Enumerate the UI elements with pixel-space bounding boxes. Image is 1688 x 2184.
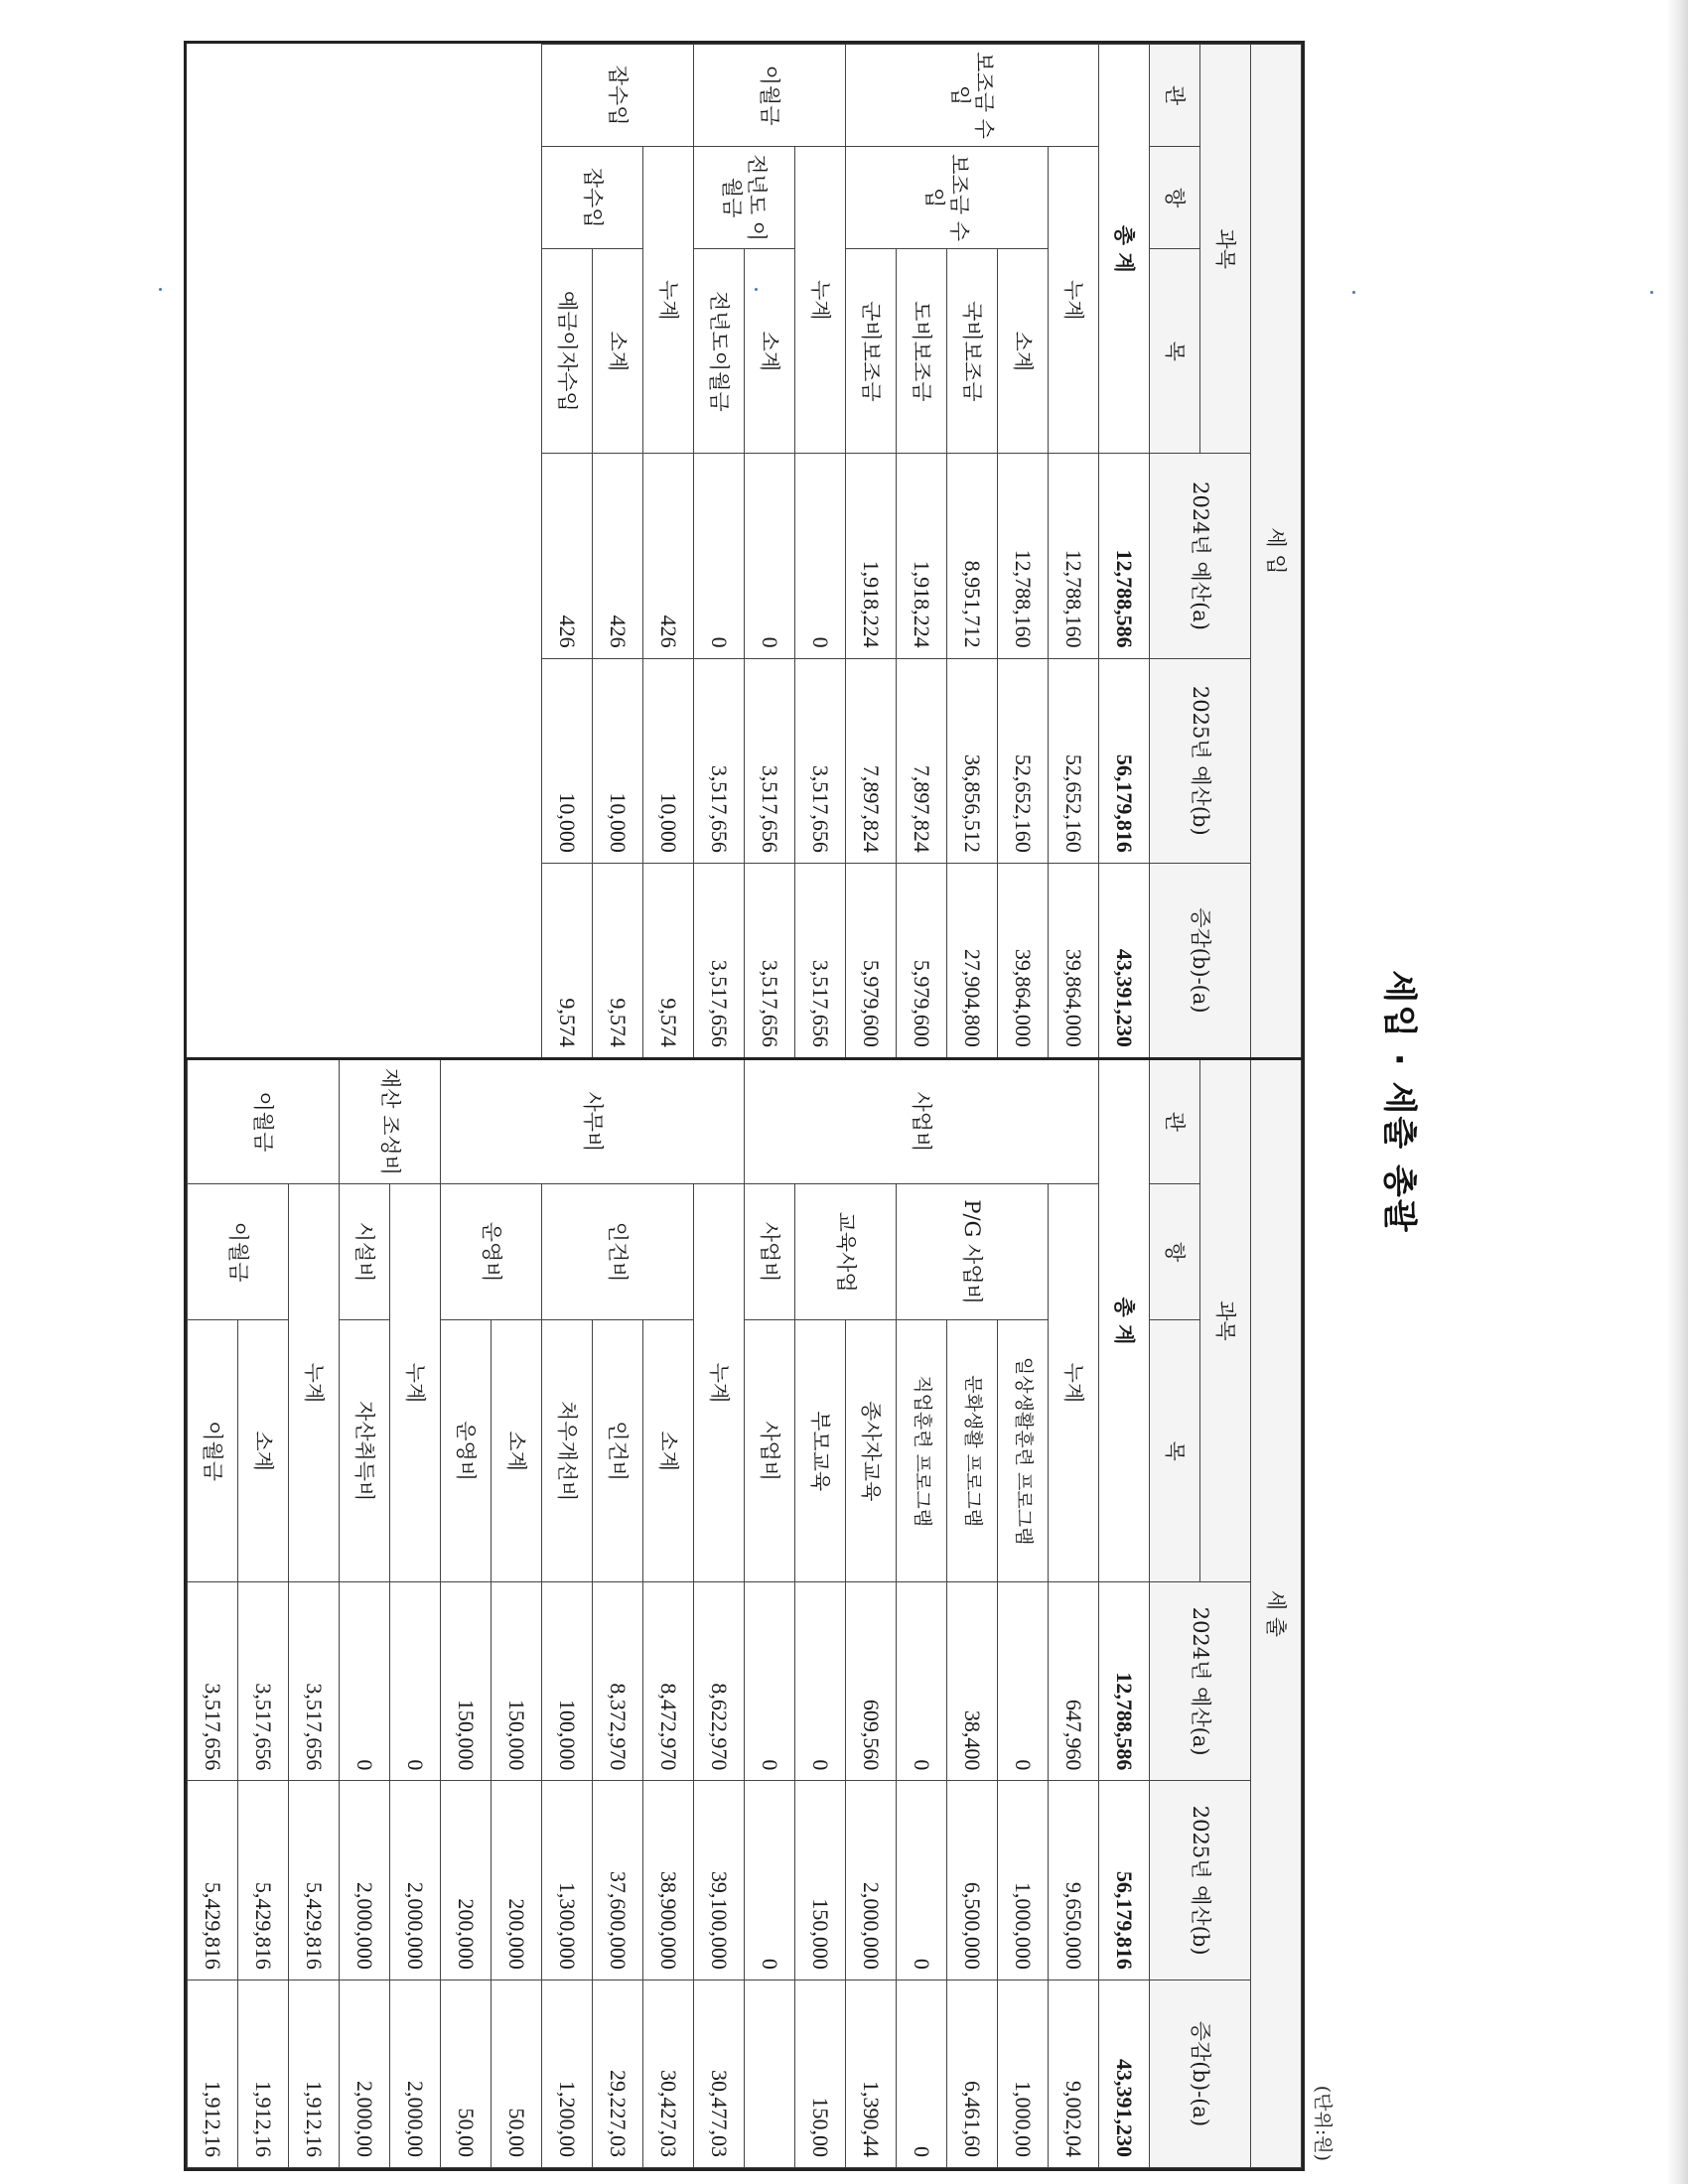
- table-cell-2025: 10,000: [593, 658, 643, 863]
- table-cell-diff: 1,912,16: [289, 1979, 340, 2167]
- table-cell-2024: 0: [998, 1581, 1049, 1780]
- table-cell-mok: 운영비: [441, 1320, 492, 1582]
- table-cell-2025: 5,429,816: [188, 1781, 238, 1979]
- table-cell-diff: 1,000,00: [998, 1979, 1049, 2167]
- table-cell-mok: 소계: [643, 1320, 694, 1582]
- revenue-hang-carryover: 전년도 이월금: [694, 147, 795, 249]
- table-cell-2025: 7,897,824: [897, 658, 947, 863]
- revenue-gwan-subsidy: 보조금 수입: [846, 45, 1099, 147]
- table-cell-mok: 누계: [795, 147, 846, 454]
- table-cell-mok: 일상생활훈련 프로그램: [998, 1320, 1049, 1582]
- table-cell-2025: 5,429,816: [238, 1781, 289, 1979]
- table-cell-2025: 36,856,512: [947, 658, 998, 863]
- table-cell-mok: 이월금: [188, 1320, 238, 1582]
- table-cell-diff: 1,912,16: [238, 1979, 289, 2167]
- table-cell-diff: 3,517,656: [795, 863, 846, 1058]
- expenditure-2025-header: 2025년 예산(b): [1150, 1781, 1251, 1979]
- table-cell-2024: 0: [694, 454, 745, 658]
- revenue-empty-area: [188, 45, 542, 1059]
- revenue-diff-header: 증감(b)-(a): [1150, 863, 1251, 1058]
- table-cell-diff: 1,912,16: [188, 1979, 238, 2167]
- expenditure-hang-ops: 운영비: [441, 1183, 542, 1319]
- table-cell-2025: 0: [897, 1781, 947, 1979]
- table-cell-mok: 사업비: [745, 1320, 795, 1582]
- table-cell-2025: 9,650,000: [1049, 1781, 1099, 1979]
- table-cell-2024: 647,960: [1049, 1581, 1099, 1780]
- table-cell-mok: 소계: [492, 1320, 542, 1582]
- table-cell-mok: 문화생활 프로그램: [947, 1320, 998, 1582]
- expenditure-hang-header: 항: [1150, 1183, 1200, 1319]
- table-cell-2025: 150,000: [795, 1781, 846, 1979]
- table-cell-mok: 누계: [694, 1183, 745, 1581]
- table-cell-2024: 8,622,970: [694, 1581, 745, 1780]
- table-cell-2025: 38,900,000: [643, 1781, 694, 1979]
- expenditure-mok-header: 목: [1150, 1320, 1200, 1582]
- table-cell-2024: 609,560: [846, 1581, 897, 1780]
- table-cell-diff: 39,864,000: [1049, 863, 1099, 1058]
- table-cell-2024: 8,951,712: [947, 454, 998, 658]
- table-cell-2024: 1,918,224: [897, 454, 947, 658]
- table-cell-2024: 150,000: [441, 1581, 492, 1780]
- table-cell-mok: 자산취득비: [340, 1320, 390, 1582]
- table-cell-diff: 30,427,03: [643, 1979, 694, 2167]
- table-cell-diff: 9,574: [593, 863, 643, 1058]
- table-cell-2025: 3,517,656: [694, 658, 745, 863]
- table-cell-2025: 37,600,000: [593, 1781, 643, 1979]
- revenue-2025-header: 2025년 예산(b): [1150, 658, 1251, 863]
- expenditure-gwan-facility: 재산 조성비: [340, 1058, 441, 1183]
- scan-speck: [159, 288, 162, 291]
- table-cell-2024: 12,788,160: [1049, 454, 1099, 658]
- table-cell-diff: 0: [897, 1979, 947, 2167]
- expenditure-gwan-business: 사업비: [745, 1058, 1099, 1183]
- expenditure-section-header: 세 출: [1251, 1058, 1302, 2167]
- table-cell-mok: 부모교육: [795, 1320, 846, 1582]
- expenditure-diff-header: 증감(b)-(a): [1150, 1979, 1251, 2167]
- table-cell-2025: 2,000,000: [846, 1781, 897, 1979]
- table-cell-2024: 0: [390, 1581, 441, 1780]
- revenue-total-label: 총 계: [1099, 45, 1150, 454]
- table-cell-2024: 8,372,970: [593, 1581, 643, 1780]
- table-cell-2024: 0: [745, 1581, 795, 1780]
- revenue-total-diff: 43,391,230: [1099, 863, 1150, 1058]
- table-cell-2025: 10,000: [542, 658, 593, 863]
- expenditure-total-2025: 56,179,816: [1099, 1781, 1150, 1979]
- table-cell-2024: 3,517,656: [289, 1581, 340, 1780]
- table-cell-mok: 소계: [998, 249, 1049, 454]
- revenue-section-header: 세 입: [1251, 45, 1302, 1059]
- table-cell-diff: 3,517,656: [745, 863, 795, 1058]
- expenditure-hang-personnel: 인건비: [542, 1183, 694, 1319]
- table-cell-diff: 50,00: [441, 1979, 492, 2167]
- table-cell-2025: 2,000,000: [390, 1781, 441, 1979]
- table-cell-2025: 1,000,000: [998, 1781, 1049, 1979]
- table-cell-2024: 100,000: [542, 1581, 593, 1780]
- table-cell-diff: 9,574: [542, 863, 593, 1058]
- revenue-mok-header: 목: [1150, 249, 1200, 454]
- table-cell-2024: 426: [542, 454, 593, 658]
- table-cell-mok: 군비보조금: [846, 249, 897, 454]
- table-cell-2024: 8,472,970: [643, 1581, 694, 1780]
- table-cell-2024: 0: [340, 1581, 390, 1780]
- table-cell-diff: 6,461,60: [947, 1979, 998, 2167]
- table-cell-2025: 3,517,656: [795, 658, 846, 863]
- table-cell-2025: 39,100,000: [694, 1781, 745, 1979]
- table-cell-diff: 27,904,800: [947, 863, 998, 1058]
- table-cell-mok: 누계: [289, 1183, 340, 1581]
- revenue-gwan-misc: 잡수입: [542, 45, 694, 147]
- table-cell-diff: 2,000,00: [390, 1979, 441, 2167]
- expenditure-2024-header: 2024년 예산(a): [1150, 1581, 1251, 1780]
- table-cell-diff: [745, 1979, 795, 2167]
- revenue-category-header: 과목: [1200, 45, 1251, 454]
- table-cell-mok: 소계: [745, 249, 795, 454]
- table-cell-mok: 전년도이월금: [694, 249, 745, 454]
- table-cell-mok: 국비보조금: [947, 249, 998, 454]
- table-cell-2024: 38,400: [947, 1581, 998, 1780]
- table-cell-2025: 7,897,824: [846, 658, 897, 863]
- table-cell-mok: 소계: [593, 249, 643, 454]
- table-cell-diff: 9,002,04: [1049, 1979, 1099, 2167]
- expenditure-hang-biz: 사업비: [745, 1183, 795, 1319]
- table-cell-2024: 3,517,656: [188, 1581, 238, 1780]
- table-cell-mok: 누계: [390, 1183, 441, 1581]
- table-cell-mok: 인건비: [593, 1320, 643, 1582]
- expenditure-hang-pg: P/G 사업비: [897, 1183, 1049, 1319]
- table-cell-2025: 52,652,160: [998, 658, 1049, 863]
- table-cell-2025: 200,000: [492, 1781, 542, 1979]
- table-cell-diff: 39,864,000: [998, 863, 1049, 1058]
- table-cell-2025: 5,429,816: [289, 1781, 340, 1979]
- table-cell-2024: 1,918,224: [846, 454, 897, 658]
- expenditure-gwan-office: 사무비: [441, 1058, 745, 1183]
- table-cell-2024: 0: [745, 454, 795, 658]
- revenue-hang-misc: 잡수입: [542, 147, 643, 249]
- table-cell-2025: 1,300,000: [542, 1781, 593, 1979]
- table-cell-2025: 0: [745, 1781, 795, 1979]
- revenue-hang-header: 항: [1150, 147, 1200, 249]
- revenue-total-2025: 56,179,816: [1099, 658, 1150, 863]
- table-cell-diff: 150,00: [795, 1979, 846, 2167]
- revenue-gwan-carryover: 이월금: [694, 45, 846, 147]
- table-cell-2025: 52,652,160: [1049, 658, 1099, 863]
- table-cell-mok: 도비보조금: [897, 249, 947, 454]
- expenditure-total-diff: 43,391,230: [1099, 1979, 1150, 2167]
- scan-edge: [1666, 0, 1688, 2184]
- table-cell-2025: 10,000: [643, 658, 694, 863]
- table-cell-diff: 1,390,44: [846, 1979, 897, 2167]
- table-cell-diff: 9,574: [643, 863, 694, 1058]
- table-cell-2024: 3,517,656: [238, 1581, 289, 1780]
- table-cell-mok: 처우개선비: [542, 1320, 593, 1582]
- table-cell-diff: 5,979,600: [846, 863, 897, 1058]
- table-cell-2024: 0: [795, 454, 846, 658]
- table-cell-mok: 예금이자수입: [542, 249, 593, 454]
- table-cell-diff: 3,517,656: [694, 863, 745, 1058]
- table-cell-2024: 0: [897, 1581, 947, 1780]
- table-cell-mok: 누계: [643, 147, 694, 454]
- table-cell-mok: 누계: [1049, 147, 1099, 454]
- table-cell-2024: 426: [643, 454, 694, 658]
- expenditure-hang-facility: 시설비: [340, 1183, 390, 1319]
- table-cell-diff: 29,227,03: [593, 1979, 643, 2167]
- rotated-page: [200, 35, 1427, 2169]
- scan-speck: [1650, 291, 1653, 294]
- revenue-total-2024: 12,788,586: [1099, 454, 1150, 658]
- table-cell-mok: 종사자교육: [846, 1320, 897, 1582]
- expenditure-category-header: 과목: [1200, 1058, 1251, 1581]
- revenue-2024-header: 2024년 예산(a): [1150, 454, 1251, 658]
- table-cell-2024: 12,788,160: [998, 454, 1049, 658]
- table-cell-2024: 0: [795, 1581, 846, 1780]
- table-cell-2025: 2,000,000: [340, 1781, 390, 1979]
- table-cell-2025: 3,517,656: [745, 658, 795, 863]
- expenditure-hang-edu: 교육사업: [795, 1183, 897, 1319]
- expenditure-hang-carry: 이월금: [188, 1183, 289, 1319]
- budget-summary-table: [184, 41, 1305, 2171]
- revenue-hang-subsidy: 보조금 수입: [846, 147, 1049, 249]
- table-cell-mok: 소계: [238, 1320, 289, 1582]
- table-cell-diff: 30,477,03: [694, 1979, 745, 2167]
- table-cell-diff: 50,00: [492, 1979, 542, 2167]
- revenue-gwan-header: 관: [1150, 45, 1200, 147]
- expenditure-total-label: 총 계: [1099, 1058, 1150, 1581]
- table-cell-2024: 426: [593, 454, 643, 658]
- unit-label: (단위:원): [1312, 2085, 1334, 2161]
- expenditure-gwan-header: 관: [1150, 1058, 1200, 1183]
- table-cell-diff: 2,000,00: [340, 1979, 390, 2167]
- page-title: 세입 · 세출 총괄: [1379, 970, 1419, 1234]
- table-cell-2024: 150,000: [492, 1581, 542, 1780]
- expenditure-total-2024: 12,788,586: [1099, 1581, 1150, 1780]
- table-cell-2025: 6,500,000: [947, 1781, 998, 1979]
- table-cell-diff: 5,979,600: [897, 863, 947, 1058]
- expenditure-gwan-carry: 이월금: [188, 1058, 340, 1183]
- table-cell-2025: 200,000: [441, 1781, 492, 1979]
- table-cell-mok: 직업훈련 프로그램: [897, 1320, 947, 1582]
- table-cell-diff: 1,200,00: [542, 1979, 593, 2167]
- table-cell-mok: 누계: [1049, 1183, 1099, 1581]
